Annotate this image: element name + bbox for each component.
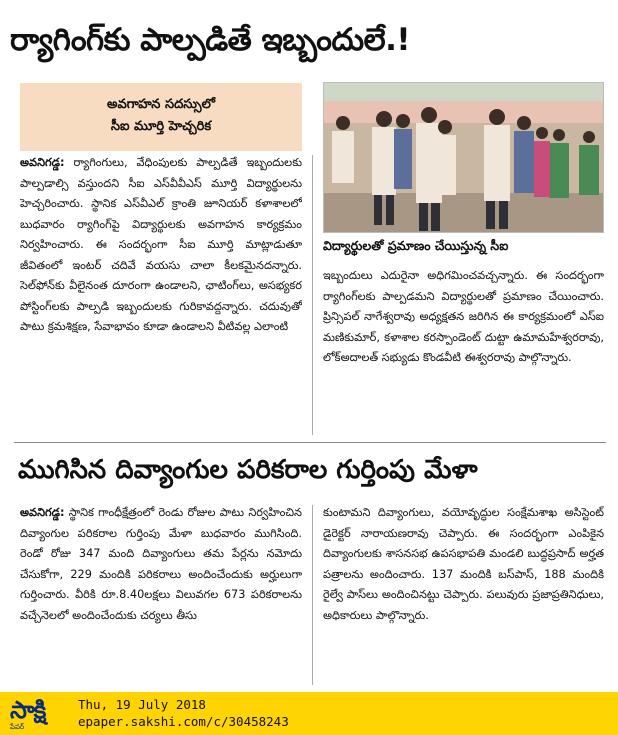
section-divider [14,442,606,443]
article1-col1-text: ర్యాగింగులు, వేధింపులకు పాల్పడితే ఇబ్బందులకు పాల్పడాల్సి వస్తుందని సీఐ ఎస్‌వీవీఎస్‌ మూర్తి విద్యార్థులను హెచ్చరించారు. స్థానిక ఎస్‌వీఎల్‌ క్రాంతి జూనియర్‌ కళాశాలలో బుధవారం ర్యాగింగ్‌పై విద్యార్థులకు అవగాహన కార్యక్రమం నిర్వహించారు. ఈ సందర్భంగా సీఐ మూర్తి మాట్లాడుతూ జీవితంలో ఇంటర్‌ చదివే వయసు చాలా కీలకమైనదన్నారు. సెల్‌ఫోన్‌కు వీలైనంత దూరంగా ఉండాలని, ఛాటింగ్‌లు, అసభ్యకర పోస్టింగ్‌లకు పాల్పడి ఇబ్బందులకు గురికావద్దన్నారు. చదువుతో పాటు క్రమశిక్షణ, సేవాభావం కూడా ఉండాలని వీటివల్ల ఎలాంటి [20,156,302,333]
article1-subhead-line1: అవగాహన సదస్సులో [107,97,215,112]
article1-subhead-line2: సీఐ మూర్తి హెచ్చరిక [110,119,212,134]
article1-photo-caption: విద్యార్థులతో ప్రమాణం చేయిస్తున్న సీఐ [323,238,509,253]
article2-col1-text: స్థానిక గాంధీక్షేత్రంలో రెండు రోజుల పాటు నిర్వహించిన దివ్యాంగుల పరికరాల గుర్తింపు మేళా బుధవారం ముగిసింది. రెండో రోజు 347 మంది దివ్యాంగులు తమ పేర్లను నమోదు చేసుకోగా, 229 మందికి పరికరాలు అందించేందుకు అర్హులుగా గుర్తించారు. వీరికి రూ.8.40లక్షలు విలువగల 673 పరికరాలను వచ్చేనెలలో అందించేందుకు చర్యలు తీసు [20,506,302,622]
column-divider-2 [312,505,313,685]
epaper-footer [0,692,618,735]
article1-photo [323,82,604,233]
article1-subhead-box [20,83,302,151]
article1-column-2 [323,266,604,438]
sakshi-logo[interactable] [4,694,68,732]
column-divider-1 [312,155,313,435]
article1-column-1 [20,153,302,438]
article2-col2-text: కుంటామని దివ్యాంగులు, వయోవృద్ధుల సంక్షేమశాఖ అసిస్టెంట్‌ డైరెక్టర్‌ నారాయణరావు చెప్పారు. ఈ సందర్భంగా ఎంపికైన దివ్యాంగులకు శాసనసభ ఉపసభాపతి మండలి బుద్ధప్రసాద్‌ అర్హత పత్రాలను అందించారు. 137 మందికి బస్‌పాస్‌, 188 మందికి రైల్వే పాస్‌లు అందించినట్టు చెప్పారు. పలువురు ప్రజాప్రతినిధులు, అధికారులు పాల్గొన్నారు. [323,506,604,622]
article1-headline: ర్యాగింగ్‌కు పాల్పడితే ఇబ్బందులే.! [10,22,410,58]
article2-column-1 [20,503,302,688]
article1-dateline: అవనిగడ్డ: [20,156,65,169]
sakshi-logo-subtext: పేపర్ [10,723,25,731]
article2-headline: ముగిసిన దివ్యాంగుల పరికరాల గుర్తింపు మేళా [18,455,478,485]
article2-dateline: అవనిగడ్డ: [20,506,65,519]
students-oath-photo [324,83,604,233]
article2-column-2 [323,503,604,688]
edition-date: Thu, 19 July 2018 [78,697,206,712]
epaper-url[interactable]: epaper.sakshi.com/c/30458243 [78,714,289,729]
sakshi-logo-text: సాక్షి [10,696,46,724]
article1-col2-text: ఇబ్బందులు ఎదురైనా అధిగమించవచ్చన్నారు. ఈ సందర్భంగా ర్యాగింగ్‌లకు పాల్పడమని విద్యార్థులతో ప్రమాణం చేయించారు. ప్రిన్సిపల్‌ నాగేశ్వరావు అధ్యక్షతన జరిగిన ఈ కార్యక్రమంలో ఎస్‌ఐ మణికుమార్‌, కళాశాల కరస్పాండెంట్‌ దుట్టా ఉమామహేశ్వరరావు, లోక్‌అదాలత్‌ సభ్యుడు కొండవీటి ఈశ్వరరావు పాల్గొన్నారు. [323,269,604,364]
